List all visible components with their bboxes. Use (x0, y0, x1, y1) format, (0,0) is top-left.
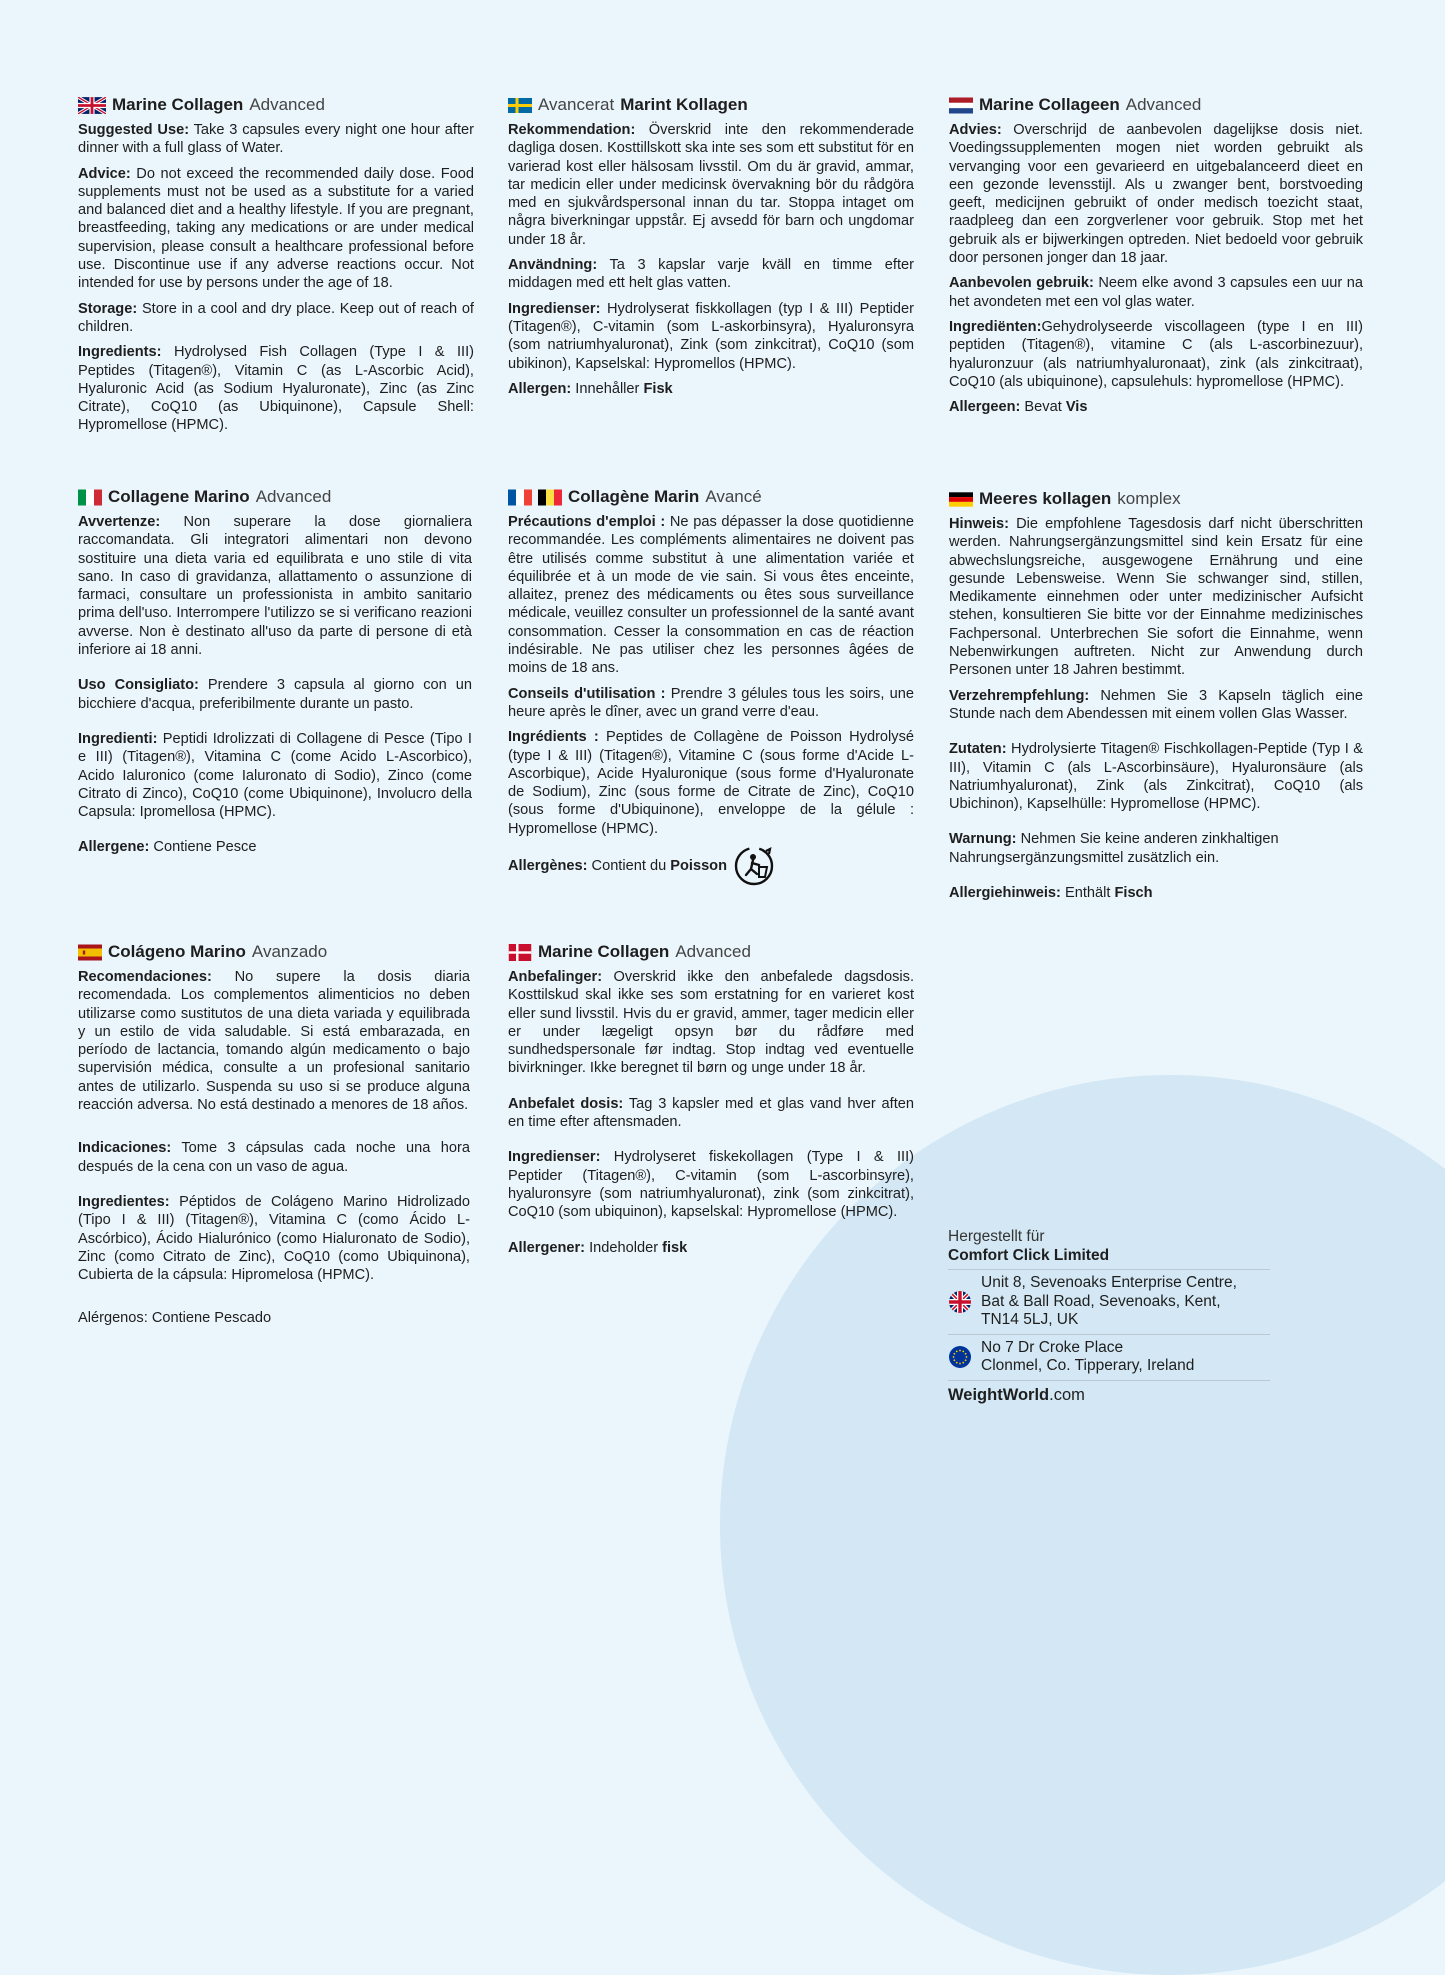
section-heading (949, 94, 1363, 116)
paragraph: Allergener: Indeholder fisk (508, 1239, 688, 1256)
paragraph: Indicaciones: Tome 3 cápsulas cada noche una hora después de la cena con un vaso de agua. (78, 1140, 470, 1175)
title-bold: Colágeno Marino (108, 942, 246, 961)
section-italian (78, 486, 472, 864)
paragraph: Allergiehinweis: Enthält Fisch (949, 885, 1153, 902)
recycle-triman-icon (733, 845, 775, 887)
title-bold: Collagène Marin (568, 487, 700, 506)
paragraph: Ingrediënten:Gehydrolyseerde viscollageen (type I en III) peptiden (Titagen®), vitamine C (als L-ascorbinezuur), hyaluronzuur (als natriumhyaluronaat), zink (als zinkcitraat), CoQ10 (als ubiquinone), capsulehuls: hypromellose (HPMC). (949, 318, 1363, 390)
uk-round-flag-icon (948, 1290, 972, 1314)
paragraph: Allergènes: Contient du Poisson (508, 845, 914, 887)
section-heading (78, 941, 470, 963)
section-german (949, 488, 1363, 909)
eu-address: No 7 Dr Croke Place Clonmel, Co. Tipperary, Ireland (948, 1334, 1270, 1380)
paragraph: Warnung: Nehmen Sie keine anderen zinkhaltigen Nahrungsergänzungsmittel zusätzlich ein. (949, 831, 1279, 866)
section-heading (949, 488, 1363, 510)
paragraph: Allergene: Contiene Pesce (78, 839, 257, 856)
denmark-flag-icon (508, 944, 532, 961)
paragraph: Allergeen: Bevat Vis (949, 399, 1088, 416)
eu-flag-icon (948, 1345, 972, 1369)
section-spanish (78, 941, 470, 1335)
netherlands-flag-icon (949, 97, 973, 114)
title-bold: Marine Collagen (538, 942, 670, 961)
title-light: Avanzado (251, 942, 328, 961)
germany-flag-icon (949, 491, 973, 508)
section-french (508, 486, 914, 894)
italy-flag-icon (78, 489, 102, 506)
title-light: Avancé (705, 487, 762, 506)
paragraph: Hinweis: Die empfohlene Tagesdosis darf nicht überschritten werden. Nahrungsergänzungsmittel sind kein Ersatz für eine abwechslungsreiche, ausgewogene Ernährung und eine gesunde Lebensweise. Wenn Sie schwanger sind, stillen, Medikamente einnehmen oder unter medizinischer Aufsicht stehen, konsultieren Sie bitte vor der Einnahme medizinisches Fachpersonal. Unterbrechen Sie sofort die Einnahme, wenn Nebenwirkungen auftreten. Nicht zur Anwendung durch Personen unter 18 Jahren bestimmt. (949, 516, 1363, 679)
section-heading (508, 94, 914, 116)
paragraph: Précautions d'emploi : Ne pas dépasser la dose quotidienne recommandée. Les compléments alimentaires ne doivent pas être utilisés comme substitut à une alimentation variée et équilibrée et à un mode de vie sain. Si vous êtes enceinte, allaitez, prenez des médicaments ou êtes sous surveillance médicale, veuillez consulter un professionnel de la santé avant consommation. Cesser la consommation en cas de réaction indésirable. Ne pas utiliser chez les personnes âgées de moins de 18 ans. (508, 514, 914, 677)
spain-flag-icon (78, 944, 102, 961)
paragraph: Aanbevolen gebruik: Neem elke avond 3 capsules een uur na het avondeten met een vol glas water. (949, 275, 1363, 310)
paragraph: Anbefalet dosis: Tag 3 kapsler med et glas vand hver aften en time efter aftensmaden. (508, 1095, 914, 1131)
manufacturer-info (948, 1228, 1270, 1404)
company-name: Comfort Click Limited (948, 1246, 1110, 1264)
paragraph: Allergen: Innehåller Fisk (508, 380, 673, 397)
title-bold: Marine Collageen (979, 95, 1120, 114)
paragraph: Uso Consigliato: Prendere 3 capsula al giorno con un bicchiere d'acqua, preferibilmente durante un pasto. (78, 677, 472, 712)
title-bold: Marine Collagen (112, 95, 244, 114)
title-bold: Collagene Marino (108, 487, 250, 506)
paragraph: Användning: Ta 3 kapslar varje kväll en timme efter middagen med ett helt glas vatten. (508, 257, 914, 292)
title-light: komplex (1117, 489, 1181, 508)
paragraph: Conseils d'utilisation : Prendre 3 gélules tous les soirs, une heure après le dîner, avec un grand verre d'eau. (508, 685, 914, 720)
paragraph: Suggested Use: Take 3 capsules every night one hour after dinner with a full glass of Water. (78, 122, 474, 157)
paragraph: Anbefalinger: Overskrid ikke den anbefalede dagsdosis. Kosttilskud skal ikke ses som erstatning for en varieret kost eller sund livsstil. Hvis du er gravid, ammer, tager medicin eller er under lægeligt opsyn bør du rådføre med sundhedspersonale før indtag. Stop indtag ved eventuelle bivirkninger. Ikke beregnet til børn og unge under 18 år. (508, 969, 914, 1077)
sweden-flag-icon (508, 97, 532, 114)
brand-website[interactable]: WeightWorld.com (948, 1380, 1270, 1405)
title-light: Advanced (1125, 95, 1202, 114)
paragraph: Verzehrempfehlung: Nehmen Sie 3 Kapseln täglich eine Stunde nach dem Abendessen mit einem vollen Glas Wasser. (949, 687, 1363, 722)
title-bold: Meeres kollagen (979, 489, 1112, 508)
uk-flag-icon (78, 97, 106, 114)
belgium-flag-icon (538, 489, 562, 506)
france-flag-icon (508, 489, 532, 506)
paragraph: Ingredientes: Péptidos de Colágeno Marino Hidrolizado (Tipo I & III) (Titagen®), Vitamina C (como Ácido L-Ascórbico), Ácido Hialurónico (como Hialuronato de Sodio), Zinc (como Citrato de Zinc), CoQ10 (como Ubiquinona), Cubierta de la cápsula: Hipromelosa (HPMC). (78, 1193, 470, 1284)
section-swedish (508, 94, 914, 405)
paragraph: Advies: Overschrijd de aanbevolen dagelijkse dosis niet. Voedingssupplementen mogen niet worden gebruikt als vervanging voor een gevarieerd en uitgebalanceerd dieet en een gezonde levensstijl. Als u zwanger bent, borstvoeding geeft, medicijnen gebruikt of onder medisch toezicht staat, raadpleeg dan een zorgverlener voor gebruik. Stop met het gebruik als er bijwerkingen optreden. Niet bedoeld voor gebruik door personen jonger dan 18 jaar. (949, 122, 1363, 267)
paragraph: Storage: Store in a cool and dry place. Keep out of reach of children. (78, 300, 474, 335)
title-light: Advanced (255, 487, 332, 506)
paragraph: Alérgenos: Contiene Pescado (78, 1310, 272, 1327)
section-heading (508, 941, 914, 963)
paragraph: Zutaten: Hydrolysierte Titagen® Fischkollagen-Peptide (Typ I & III), Vitamin C (als L-Ascorbinsäure), Hyaluronsäure (als Natriumhyaluronat), Zink (als Zinkcitrat), CoQ10 (als Ubichinon), Kapselhülle: Hypromellose (HPMC). (949, 741, 1363, 813)
title-light: Advanced (249, 95, 325, 114)
section-heading (78, 94, 474, 116)
paragraph: Ingrédients : Peptides de Collagène de Poisson Hydrolysé (type I & III) (Titagen®), Vitamine C (sous forme d'Acide L-Ascorbique), Acide Hyaluronique (sous forme d'Hyaluronate de Sodium), Zinc (sous forme de Citrate de Zinc), CoQ10 (sous forme d'Ubiquinone), enveloppe de la gélule : Hypromellose (HPMC). (508, 729, 914, 837)
paragraph: Ingredienser: Hydrolyserat fiskkollagen (typ I & III) Peptider (Titagen®), C-vitamin (som L-askorbinsyra), Hyaluronsyra (som natriumhyaluronat), Zink (som zinkcitrat), CoQ10 (som ubikinon), Kapselskal: Hypromellos (HPMC). (508, 300, 914, 372)
paragraph: Recomendaciones: No supere la dosis diaria recomendada. Los complementos alimenticios no deben utilizarse como sustitutos de una dieta variada y equilibrada y un estilo de vida saludable. Si está embarazada, en período de lactancia, tomando algún medicamento o bajo supervisión médica, consulte a un profesional sanitario antes de utilizarlo. Suspenda su uso si se produce alguna reacción adversa. No está destinado a menores de 18 años. (78, 969, 470, 1114)
uk-address: Unit 8, Sevenoaks Enterprise Centre, Bat & Ball Road, Sevenoaks, Kent, TN14 5LJ, UK (948, 1269, 1270, 1334)
section-heading (508, 486, 914, 508)
paragraph: Ingredienti: Peptidi Idrolizzati di Collagene di Pesce (Tipo I e III) (Titagen®), Vitamina C (come Acido L-Ascorbico), Acido Ialuronico (come Ialuronato di Sodio), Zinco (come Citrato di Zinco), CoQ10 (come Ubiquinone), Involucro della Capsula: Ipromellosa (HPMC). (78, 730, 472, 821)
title-light: Avancerat (538, 95, 615, 114)
paragraph: Advice: Do not exceed the recommended daily dose. Food supplements must not be used as a substitute for a varied and balanced diet and a healthy lifestyle. If you are pregnant, breastfeeding, taking any medications or are under medical supervision, please consult a healthcare professional before use. Discontinue use if any adverse reactions occur. Not intended for use by persons under the age of 18. (78, 165, 474, 292)
section-dutch (949, 94, 1363, 423)
section-english (78, 94, 474, 442)
paragraph: Rekommendation: Överskrid inte den rekommenderade dagliga dosen. Kosttillskott ska inte ses som ett substitut för en varierad kost eller hälsosam livsstil. Om du är gravid, ammar, tar medicin eller under medicinsk övervakning bör du rådgöra med en sjukvårdspersonal innan du tar. Stoppa intaget om några biverkningar uppstår. Ej avsedd för barn och ungdomar under 18 år. (508, 122, 914, 248)
made-for-label: Hergestellt für (948, 1228, 1045, 1245)
title-bold: Marint Kollagen (620, 95, 748, 114)
section-danish (508, 941, 914, 1264)
paragraph: Ingredients: Hydrolysed Fish Collagen (Type I & III) Peptides (Titagen®), Vitamin C (as L-Ascorbic Acid), Hyaluronic Acid (as Sodium Hyaluronate), Zinc (as Zinc Citrate), CoQ10 (as Ubiquinone), Capsule Shell: Hypromellose (HPMC). (78, 344, 474, 434)
title-light: Advanced (675, 942, 751, 961)
paragraph: Ingredienser: Hydrolyseret fiskekollagen (Type I & III) Peptider (Titagen®), C-vitamin (som L-ascorbinsyre), hyaluronsyre (som natriumhyaluronat), zink (som zinkcitrat), CoQ10 (som ubiquinon), kapselskal: Hypromellose (HPMC). (508, 1149, 914, 1221)
section-heading (78, 486, 472, 508)
paragraph: Avvertenze: Non superare la dose giornaliera raccomandata. Gli integratori alimentari non devono sostituire una dieta varia ed equilibrata e uno stile di vita sano. In caso di gravidanza, allattamento o assunzione di farmaci, consultare un professionista in ambito sanitario prima dell'uso. Interrompere l'utilizzo se si verificano reazioni avverse. Non è destinato all'uso da parte di persone di età inferiore ai 18 anni. (78, 514, 472, 659)
